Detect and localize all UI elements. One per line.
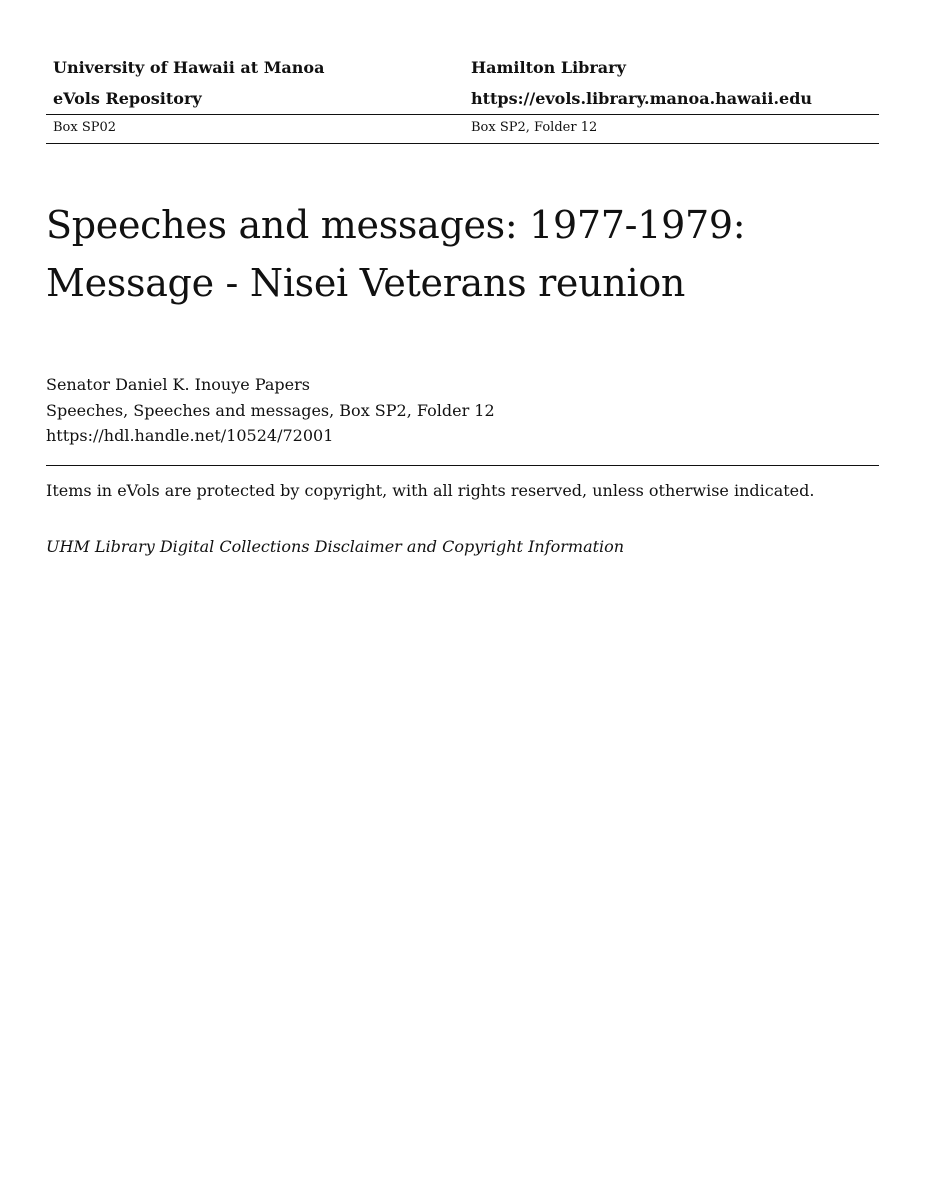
folder-location: Speeches, Speeches and messages, Box SP2, Folder 12 [46,400,495,420]
metadata-block [46,372,879,449]
header-left [46,52,471,114]
metadata-divider [46,465,879,466]
header-right [471,52,879,114]
repository-name: eVols Repository [53,89,202,108]
box-label: Box SP02 [53,120,117,135]
rights-statement: Items in eVols are protected by copyright, with all rights reserved, unless otherwise indicated. [46,480,815,500]
handle-link[interactable]: https://hdl.handle.net/10524/72001 [46,426,334,445]
repository-url[interactable]: https://evols.library.manoa.hawaii.edu [471,89,813,108]
document-title [46,196,879,312]
box-divider [46,143,879,144]
library-name: Hamilton Library [471,58,626,77]
collection-name: Senator Daniel K. Inouye Papers [46,375,310,394]
institution-name: University of Hawaii at Manoa [53,58,325,77]
box-info-row [46,115,879,143]
box-folder-label: Box SP2, Folder 12 [471,120,598,135]
title-line-1: Speeches and messages: 1977-1979: [46,203,746,247]
disclaimer-link[interactable]: UHM Library Digital Collections Disclaimer and Copyright Information [46,536,625,556]
title-line-2: Message - Nisei Veterans reunion [46,261,686,305]
header [46,52,879,114]
document-page [46,52,879,560]
